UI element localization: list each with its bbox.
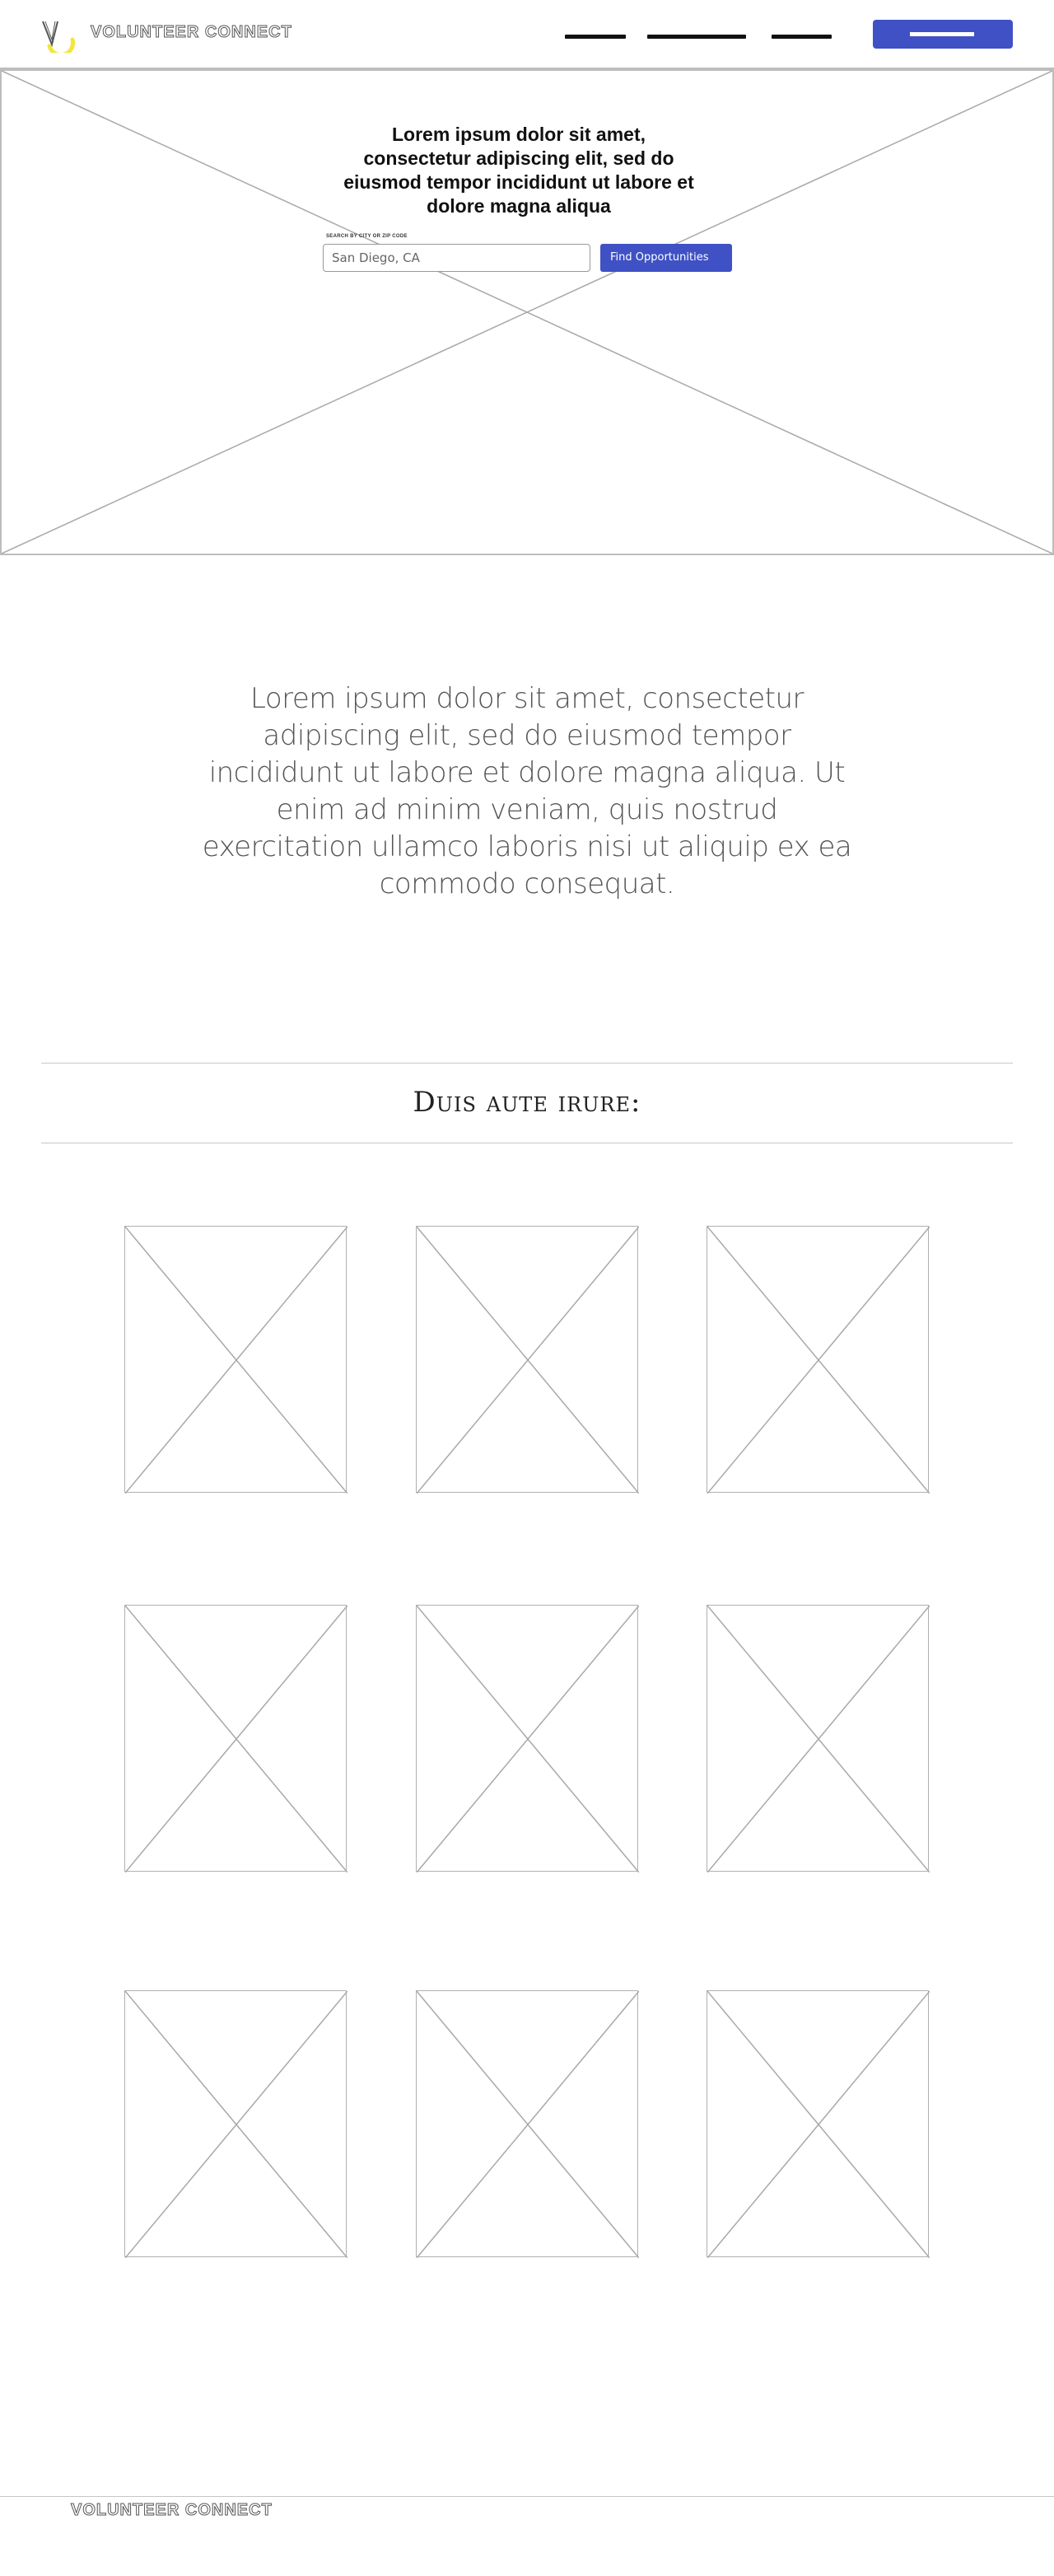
opportunity-card[interactable] [707,1990,929,2257]
cta-label-placeholder [910,32,974,36]
image-placeholder-icon [125,1227,347,1494]
header-cta-button[interactable] [873,20,1013,49]
image-placeholder-icon [417,1991,639,2258]
image-placeholder-icon [417,1606,639,1872]
nav-item-3[interactable] [772,35,832,39]
image-placeholder-icon [125,1606,347,1872]
image-placeholder-icon [417,1227,639,1494]
site-header [0,0,1054,69]
volunteer-connect-logo-icon[interactable] [40,16,76,53]
image-placeholder-icon [125,1991,347,2258]
image-placeholder-icon [707,1227,930,1494]
image-placeholder-icon [707,1991,930,2258]
search-input[interactable]: San Diego, CA [323,244,590,272]
find-opportunities-button[interactable]: Find Opportunities [600,244,732,272]
opportunity-card[interactable] [124,1605,347,1872]
nav-item-2[interactable] [647,35,746,39]
image-placeholder-icon [707,1606,930,1872]
intro-paragraph: Lorem ipsum dolor sit amet, consectetur adipiscing elit, sed do eiusmod tempor incididunt ut labore et dolore magna aliqua. Ut enim ad minim veniam, quis nostrud exercitation ullamco laboris nisi ut aliquip ex ea commodo consequat. [202,682,852,900]
opportunity-card[interactable] [416,1990,638,2257]
hero-title: Lorem ipsum dolor sit amet, consectetur adipiscing elit, sed do eiusmod tempor incididunt ut labore et dolore magna aliqua [343,124,694,217]
brand-name[interactable]: VOLUNTEER CONNECT [91,23,292,41]
opportunity-card[interactable] [707,1226,929,1493]
opportunity-card[interactable] [707,1605,929,1872]
footer-brand[interactable]: VOLUNTEER CONNECT [71,2501,273,2519]
nav-item-1[interactable] [565,35,626,39]
opportunity-card[interactable] [124,1226,347,1493]
footer-divider [0,2496,1054,2497]
section-divider-top [41,1063,1013,1064]
section-title: Duis aute irure: [413,1086,641,1119]
opportunity-card[interactable] [416,1226,638,1493]
opportunity-card[interactable] [124,1990,347,2257]
search-label: SEARCH BY CITY OR ZIP CODE [326,234,408,239]
opportunity-card[interactable] [416,1605,638,1872]
